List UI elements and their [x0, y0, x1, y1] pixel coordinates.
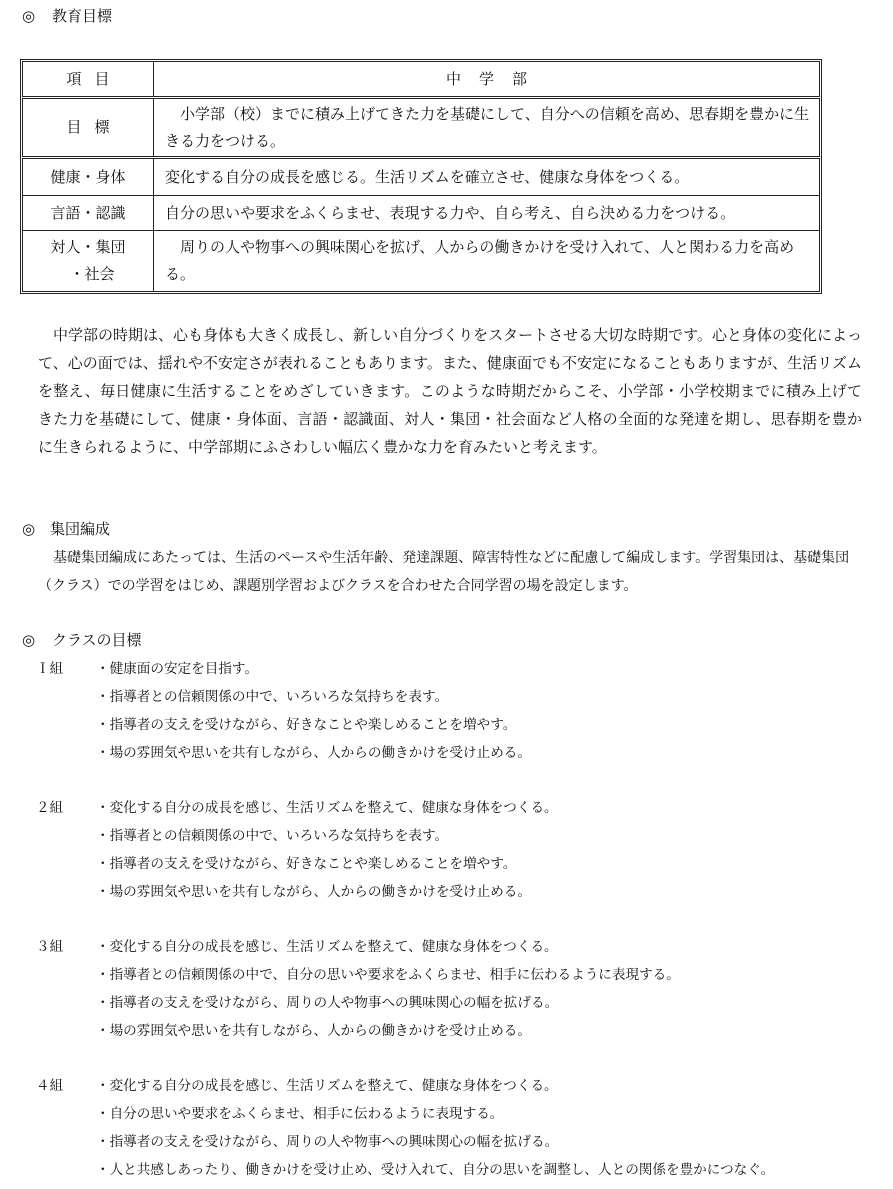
class-goal-item: ・変化する自分の成長を感じ、生活リズムを整えて、健康な身体をつくる。: [96, 1078, 558, 1094]
list-item: [36, 683, 856, 711]
class-goal-item: ・場の雰囲気や思いを共有しながら、人からの働きかけを受け止める。: [96, 884, 531, 900]
list-item: [36, 1100, 856, 1128]
class-name: ３組: [36, 939, 64, 955]
education-goals-title: 教育目標: [52, 7, 113, 25]
goals-table-header-row: [23, 62, 820, 98]
list-item: [36, 850, 856, 878]
row-text-language: 自分の思いや要求をふくらませ、表現する力や、自ら考え、自ら決める力をつける。: [154, 196, 820, 231]
list-item: [36, 878, 856, 906]
class-goal-item: ・指導者との信頼関係の中で、いろいろな気持ちを表す。: [96, 828, 449, 844]
list-item: [36, 739, 856, 767]
class-goal-item: ・場の雰囲気や思いを共有しながら、人からの働きかけを受け止める。: [96, 745, 531, 761]
class-goal-item: ・健康面の安定を目指す。: [96, 661, 259, 677]
list-item: [36, 1128, 856, 1156]
goals-table-row: [23, 158, 820, 196]
list-item: [36, 1072, 856, 1100]
class-goals-group-2: [36, 794, 856, 906]
class-goal-item: ・指導者との信頼関係の中で、いろいろな気持ちを表す。: [96, 689, 449, 705]
row-text-social: 周りの人や物事への興味関心を拡げ、人からの働きかけを受け入れて、人と関わる力を高める。: [154, 231, 820, 292]
group-formation-heading: [22, 520, 110, 538]
class-goal-item: ・人と共感しあったり、働きかけを受け止め、受け入れて、自分の思いを調整し、人との関係を豊かにつなぐ。: [96, 1162, 775, 1178]
goals-table-row: [23, 98, 820, 158]
class-name: Ｉ組: [36, 661, 64, 677]
row-text-goal: 小学部（校）までに積み上げてきた力を基礎にして、自分への信頼を高め、思春期を豊かに生きる力をつける。: [154, 98, 820, 158]
list-item: [36, 961, 856, 989]
list-item: [36, 655, 856, 683]
intro-paragraph: [38, 321, 862, 461]
class-goals-title: クラスの目標: [52, 631, 142, 649]
row-label-social-line1: 対人・集団: [50, 238, 126, 256]
group-formation-text: 基礎集団編成にあたっては、生活のペースや生活年齢、発達課題、障害特性などに配慮して編成します。学習集団は、基礎集団（クラス）での学習をはじめ、課題別学習およびクラスを合わせた合同学習の場を設定します。: [38, 550, 850, 594]
class-goal-item: ・指導者の支えを受けながら、周りの人や物事への興味関心の幅を拡げる。: [96, 1134, 559, 1150]
goals-table-row: [23, 196, 820, 231]
row-label-language: 言語・認識: [23, 196, 154, 231]
list-item: [36, 989, 856, 1017]
row-label-social: [23, 231, 154, 292]
row-text-health: 変化する自分の成長を感じる。生活リズムを確立させ、健康な身体をつくる。: [154, 158, 820, 196]
double-circle-mark: ◎: [22, 7, 36, 25]
goals-table-row: [23, 231, 820, 292]
class-goals-group-4: [36, 1072, 856, 1184]
class-goals-group-1: [36, 655, 856, 767]
education-goals-heading: [22, 7, 112, 25]
group-formation-paragraph: [38, 544, 862, 600]
intro-paragraph-text: 中学部の時期は、心も身体も大きく成長し、新しい自分づくりをスタートさせる大切な時期です。心と身体の変化によって、心の面では、揺れや不安定さが表れることもあります。また、健康面でも不安定になることもありますが、生活リズムを整え、毎日健康に生活することをめざしていきます。このような時期だからこそ、小学部・小学校期までに積み上げてきた力を基礎にして、健康・身体面、言語・認識面、対人・集団・社会面など人格の全面的な発達を期し、思春期を豊かに生きられるように、中学部期にふさわしい幅広く豊かな力を育みたいと考えます。: [38, 326, 862, 456]
row-label-health: 健康・身体: [23, 158, 154, 196]
list-item: [36, 933, 856, 961]
list-item: [36, 711, 856, 739]
row-label-social-line2: ・社会: [69, 265, 115, 283]
class-goal-item: ・指導者の支えを受けながら、周りの人や物事への興味関心の幅を拡げる。: [96, 995, 559, 1011]
list-item: [36, 822, 856, 850]
double-circle-mark: ◎: [22, 631, 36, 649]
class-goal-item: ・指導者の支えを受けながら、好きなことや楽しめることを増やす。: [96, 717, 517, 733]
header-dept-cell: 中学部: [154, 62, 820, 98]
goals-table: [20, 59, 822, 294]
header-item-cell: 項目: [23, 62, 154, 98]
class-goals-heading: [22, 631, 142, 649]
class-goal-item: ・指導者の支えを受けながら、好きなことや楽しめることを増やす。: [96, 856, 517, 872]
double-circle-mark: ◎: [22, 520, 36, 538]
list-item: [36, 1017, 856, 1045]
class-goal-item: ・変化する自分の成長を感じ、生活リズムを整えて、健康な身体をつくる。: [96, 800, 558, 816]
class-goal-item: ・場の雰囲気や思いを共有しながら、人からの働きかけを受け止める。: [96, 1023, 531, 1039]
class-goal-item: ・自分の思いや要求をふくらませ、相手に伝わるように表現する。: [96, 1106, 504, 1122]
list-item: [36, 1156, 856, 1184]
class-goal-item: ・指導者との信頼関係の中で、自分の思いや要求をふくらませ、相手に伝わるように表現する。: [96, 967, 680, 983]
class-name: ４組: [36, 1078, 64, 1094]
class-goals-group-3: [36, 933, 856, 1045]
class-goal-item: ・変化する自分の成長を感じ、生活リズムを整えて、健康な身体をつくる。: [96, 939, 558, 955]
row-label-goal: 目標: [23, 98, 154, 158]
list-item: [36, 794, 856, 822]
class-name: ２組: [36, 800, 64, 816]
group-formation-title: 集団編成: [50, 520, 111, 538]
